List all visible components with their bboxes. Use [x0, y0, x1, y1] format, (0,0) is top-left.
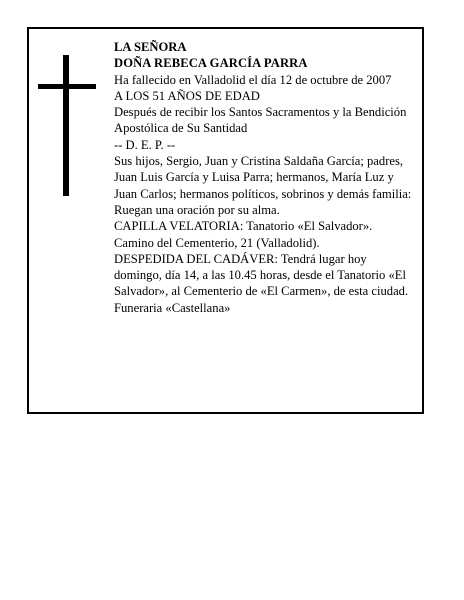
family-text: Sus hijos, Sergio, Juan y Cristina Saldaña García; padres, Juan Luis García y Luisa Parra; hermanos, María Luz y Juan Carlos; hermanos políticos, sobrinos y demás familia: [114, 154, 412, 201]
funeral-home-text: Funeraria «Castellana» [114, 300, 231, 315]
notice-title: LA SEÑORA [114, 40, 187, 54]
sacraments-text: Después de recibir los Santos Sacramentos y la Bendición Apostólica de Su Santidad [114, 105, 407, 136]
cross-horizontal-bar [38, 84, 96, 89]
age-at-death: A LOS 51 AÑOS DE EDAD [114, 88, 260, 103]
rip-text: -- D. E. P. -- [114, 137, 176, 152]
farewell-text: DESPEDIDA DEL CADÁVER: Tendrá lugar hoy domingo, día 14, a las 10.45 horas, desde el Tanatorio «El Salvador», al Cementerio de «El Carmen», de esta ciudad. [114, 251, 409, 299]
death-date: Ha fallecido en Valladolid el día 12 de octubre de 2007 [114, 72, 392, 87]
chapel-text: CAPILLA VELATORIA: Tanatorio «El Salvador». Camino del Cementerio, 21 (Valladolid). [114, 219, 373, 250]
prayer-text: Ruegan una oración por su alma. [114, 202, 280, 217]
deceased-name: DOÑA REBECA GARCÍA PARRA [114, 56, 308, 71]
cross-vertical-bar [63, 55, 69, 196]
obituary-text [114, 39, 414, 316]
